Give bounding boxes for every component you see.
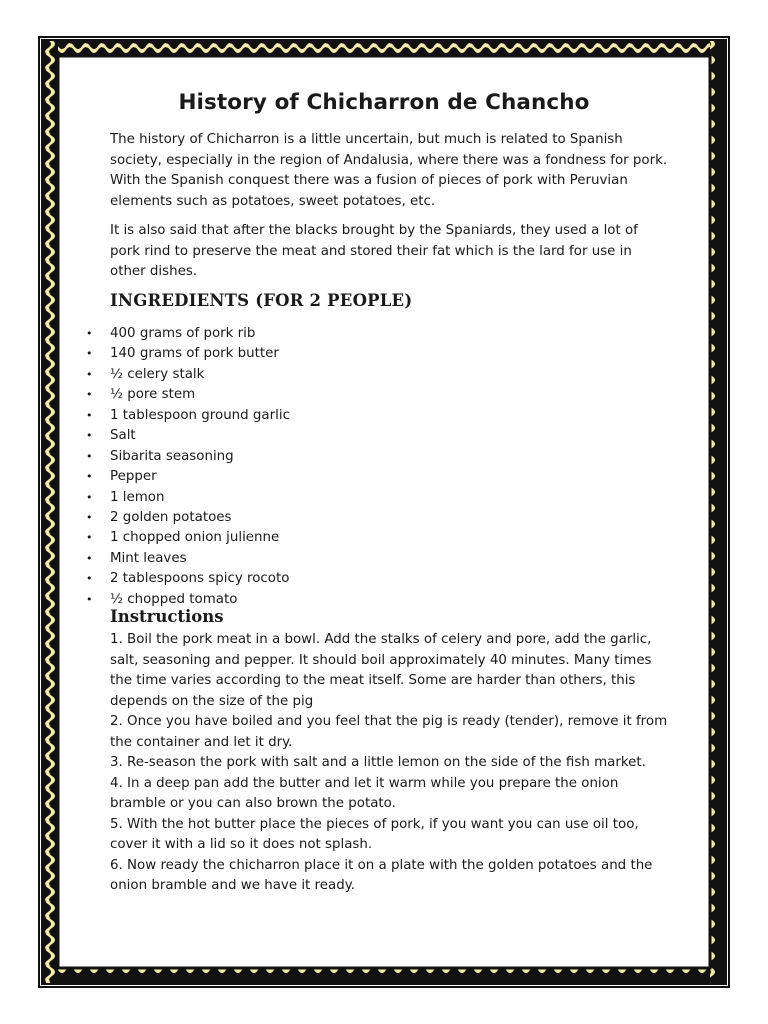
document-content: [62, 60, 706, 964]
list-item: [62, 426, 662, 446]
ingredient-text: ½ chopped tomato: [110, 591, 238, 607]
ingredient-text: 400 grams of pork rib: [110, 326, 256, 341]
ingredient-text: ½ pore stem: [110, 387, 196, 403]
ingredient-text: 2 tablespoons spicy rocoto: [110, 571, 290, 587]
list-item: [62, 569, 662, 589]
bullet-icon: •: [86, 531, 93, 545]
instruction-steps: [110, 630, 670, 897]
history-paragraph-1: The history of Chicharron is a little uncertain, but much is related to Spanish society, especially in the region of Andalusia, where there was a fondness for pork. With the Spanish conquest there was a fusion of pieces of pork with Peruvian elements such as potatoes, sweet potatoes, etc.: [110, 132, 668, 209]
instruction-step: 4. In a deep pan add the butter and let it warm while you prepare the onion bramble or you can also brown the potato.: [110, 775, 619, 811]
bullet-icon: •: [86, 592, 93, 606]
list-item: [62, 447, 662, 467]
list-item: [62, 488, 662, 508]
instruction-step: 3. Re-season the pork with salt and a little lemon on the side of the fish market.: [110, 755, 646, 770]
bullet-icon: •: [86, 572, 93, 586]
ingredient-text: 2 golden potatoes: [110, 509, 232, 525]
ingredient-text: Sibarita seasoning: [110, 448, 234, 464]
ingredient-text: Pepper: [110, 469, 157, 485]
instruction-step: 5. With the hot butter place the pieces of pork, if you want you can use oil too, cover it with a lid so it does not splash.: [110, 816, 639, 852]
list-item: [62, 324, 662, 344]
bullet-icon: •: [86, 388, 93, 402]
list-item: [62, 365, 662, 385]
bullet-icon: •: [86, 327, 93, 340]
bullet-icon: •: [86, 408, 93, 422]
ingredient-text: Mint leaves: [110, 550, 187, 566]
bullet-icon: •: [86, 510, 93, 524]
ingredient-text: 1 lemon: [110, 489, 165, 505]
bullet-icon: •: [86, 551, 93, 565]
ingredient-text: 1 chopped onion julienne: [110, 530, 280, 546]
list-item: [62, 549, 662, 569]
bullet-icon: •: [86, 490, 93, 504]
page-title: History of Chicharron de Chancho: [178, 90, 590, 115]
list-item: [62, 508, 662, 528]
ingredient-text: 140 grams of pork butter: [110, 346, 279, 362]
bullet-icon: •: [86, 449, 93, 463]
ingredient-text: ½ celery stalk: [110, 366, 205, 382]
instruction-step: 2. Once you have boiled and you feel that the pig is ready (tender), remove it from the container and let it dry.: [110, 714, 668, 750]
list-item: [62, 344, 662, 364]
bullet-icon: •: [86, 347, 93, 361]
bullet-icon: •: [86, 429, 93, 443]
ingredient-text: Salt: [110, 428, 136, 444]
list-item: [62, 467, 662, 487]
ingredient-text: 1 tablespoon ground garlic: [110, 407, 290, 423]
instruction-step: 6. Now ready the chicharron place it on a plate with the golden potatoes and the onion bramble and we have it ready.: [110, 857, 653, 893]
history-paragraph-2: It is also said that after the blacks brought by the Spaniards, they used a lot of pork rind to preserve the meat and stored their fat which is the lard for use in other dishes.: [110, 223, 638, 280]
ingredient-list: [62, 324, 662, 610]
list-item: [62, 385, 662, 405]
bullet-icon: •: [86, 367, 93, 381]
instructions-heading: Instructions: [110, 607, 224, 626]
ingredients-heading: INGREDIENTS (FOR 2 PEOPLE): [110, 291, 413, 310]
list-item: [62, 406, 662, 426]
list-item: [62, 528, 662, 548]
bullet-icon: •: [86, 470, 93, 484]
instruction-step: 1. Boil the pork meat in a bowl. Add the stalks of celery and pore, add the garlic, salt, seasoning and pepper. It should boil approximately 40 minutes. Many times the time varies according to the meat itself. Some are harder than others, this depends on the size of the pig: [110, 632, 652, 709]
